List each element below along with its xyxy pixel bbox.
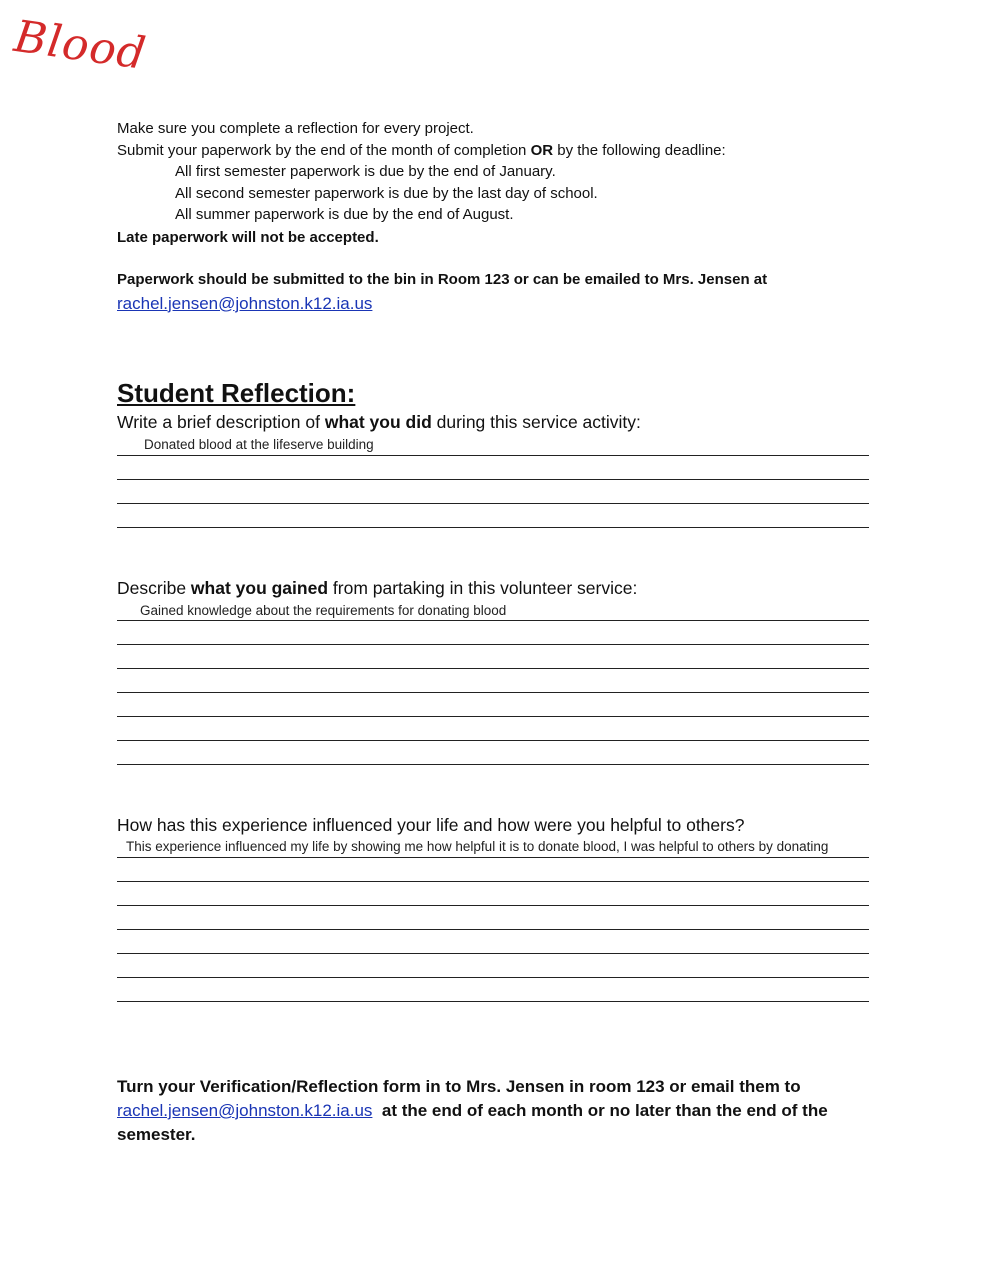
footer-line-2 <box>117 1099 877 1123</box>
answer-3[interactable]: This experience influenced my life by showing me how helpful it is to donate blood, I was helpful to others by donating <box>126 839 829 854</box>
answer-line <box>117 1001 869 1002</box>
footer-line-2-text: at the end of each month or no later than the end of the <box>372 1101 828 1120</box>
instruction-line-2-post: by the following deadline: <box>553 141 726 159</box>
answer-line <box>117 620 869 621</box>
answer-line <box>117 668 869 669</box>
email-link[interactable]: rachel.jensen@johnston.k12.ia.us <box>117 293 373 313</box>
instructions <box>117 118 877 315</box>
answer-line <box>117 479 869 480</box>
answer-line <box>117 857 869 858</box>
answer-1[interactable]: Donated blood at the lifeserve building <box>144 437 374 452</box>
deadline-first-semester: All first semester paperwork is due by the end of January. <box>175 163 556 180</box>
answer-line <box>117 644 869 645</box>
instruction-line-2-pre: Submit your paperwork by the end of the month of completion <box>117 141 531 159</box>
question-2 <box>117 578 637 599</box>
section-title: Student Reflection: <box>117 378 356 408</box>
footer-notice <box>117 1075 877 1147</box>
instruction-line-1: Make sure you complete a reflection for every project. <box>117 120 474 137</box>
answer-line <box>117 740 869 741</box>
late-notice: Late paperwork will not be accepted. <box>117 228 379 246</box>
answer-line <box>117 953 869 954</box>
answer-line <box>117 692 869 693</box>
answer-line <box>117 503 869 504</box>
answer-line <box>117 977 869 978</box>
footer-line-3: semester. <box>117 1125 196 1144</box>
answer-line <box>117 455 869 456</box>
question-1-bold: what you did <box>324 412 432 432</box>
answer-line <box>117 764 869 765</box>
question-1-pre: Write a brief description of <box>117 412 325 432</box>
answer-line <box>117 929 869 930</box>
question-3: How has this experience influenced your life and how were you helpful to others? <box>117 815 745 835</box>
question-1-post: during this service activity: <box>431 412 641 432</box>
question-2-bold: what you gained <box>190 578 329 598</box>
answer-line <box>117 527 869 528</box>
instruction-line-2 <box>117 140 877 162</box>
question-2-pre: Describe <box>117 578 191 598</box>
handwritten-title: Blood <box>11 11 150 80</box>
answer-line <box>117 716 869 717</box>
answer-line <box>117 881 869 882</box>
deadline-second-semester: All second semester paperwork is due by the last day of school. <box>175 184 598 202</box>
submit-notice: Paperwork should be submitted to the bin in Room 123 or can be emailed to Mrs. Jensen at <box>117 271 768 288</box>
question-1 <box>117 412 641 433</box>
question-2-post: from partaking in this volunteer service: <box>328 578 638 598</box>
instruction-or: OR <box>530 141 554 159</box>
footer-line-1: Turn your Verification/Reflection form in to Mrs. Jensen in room 123 or email them to <box>117 1077 801 1096</box>
answer-2[interactable]: Gained knowledge about the requirements for donating blood <box>140 603 507 618</box>
deadline-summer: All summer paperwork is due by the end of August. <box>175 206 514 223</box>
answer-line <box>117 905 869 906</box>
footer-email-link[interactable]: rachel.jensen@johnston.k12.ia.us <box>117 1101 373 1120</box>
